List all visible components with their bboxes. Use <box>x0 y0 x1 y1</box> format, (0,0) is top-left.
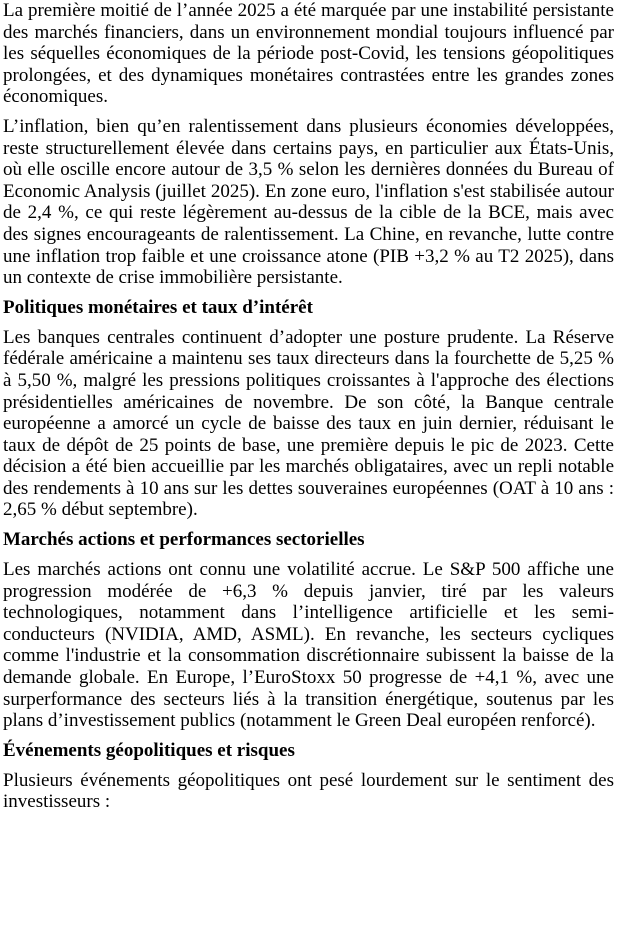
section-body-equity-markets: Les marchés actions ont connu une volatilité accrue. Le S&P 500 affiche une progression modérée de +6,3 % depuis janvier, tiré par les valeurs technologiques, notamment dans l’intelligence artificielle et les semi-conducteurs (NVIDIA, AMD, ASML). En revanche, les secteurs cycliques comme l'industrie et la consommation discrétionnaire subissent la baisse de la demande globale. En Europe, l’EuroStoxx 50 progresse de +4,1 %, avec une surperformance des secteurs liés à la transition énergétique, soutenus par les plans d’investissement publics (notamment le Green Deal européen renforcé). <box>3 559 614 732</box>
intro-paragraph: La première moitié de l’année 2025 a été marquée par une instabilité persistante des marchés financiers, dans un environnement mondial toujours influencé par les séquelles économiques de la période post-Covid, les tensions géopolitiques prolongées, et des dynamiques monétaires contrastées entre les grandes zones économiques. <box>3 0 614 108</box>
inflation-paragraph: L’inflation, bien qu’en ralentissement dans plusieurs économies développées, reste structurellement élevée dans certains pays, en particulier aux États-Unis, où elle oscille encore autour de 3,5 % selon les dernières données du Bureau of Economic Analysis (juillet 2025). En zone euro, l'inflation s'est stabilisée autour de 2,4 %, ce qui reste légèrement au-dessus de la cible de la BCE, mais avec des signes encourageants de ralentissement. La Chine, en revanche, lutte contre une inflation trop faible et une croissance atone (PIB +3,2 % au T2 2025), dans un contexte de crise immobilière persistante. <box>3 115 614 289</box>
section-body-geopolitics: Plusieurs événements géopolitiques ont pesé lourdement sur le sentiment des investisseurs : <box>3 769 614 813</box>
section-body-monetary-policy: Les banques centrales continuent d’adopter une posture prudente. La Réserve fédérale américaine a maintenu ses taux directeurs dans la fourchette de 5,25 % à 5,50 %, malgré les pressions politiques croissantes à l'approche des élections présidentielles américaines de novembre. De son côté, la Banque centrale européenne a amorcé un cycle de baisse des taux en juin dernier, réduisant le taux de dépôt de 25 points de base, une première depuis le pic de 2023. Cette décision a été bien accueillie par les marchés obligataires, avec un repli notable des rendements à 10 ans sur les dettes souveraines européennes (OAT à 10 ans : 2,65 % début septembre). <box>3 326 614 521</box>
section-heading-monetary-policy: Politiques monétaires et taux d’intérêt <box>3 296 313 318</box>
section-heading-equity-markets: Marchés actions et performances sectorielles <box>3 529 365 551</box>
section-heading-geopolitics: Événements géopolitiques et risques <box>3 739 295 761</box>
